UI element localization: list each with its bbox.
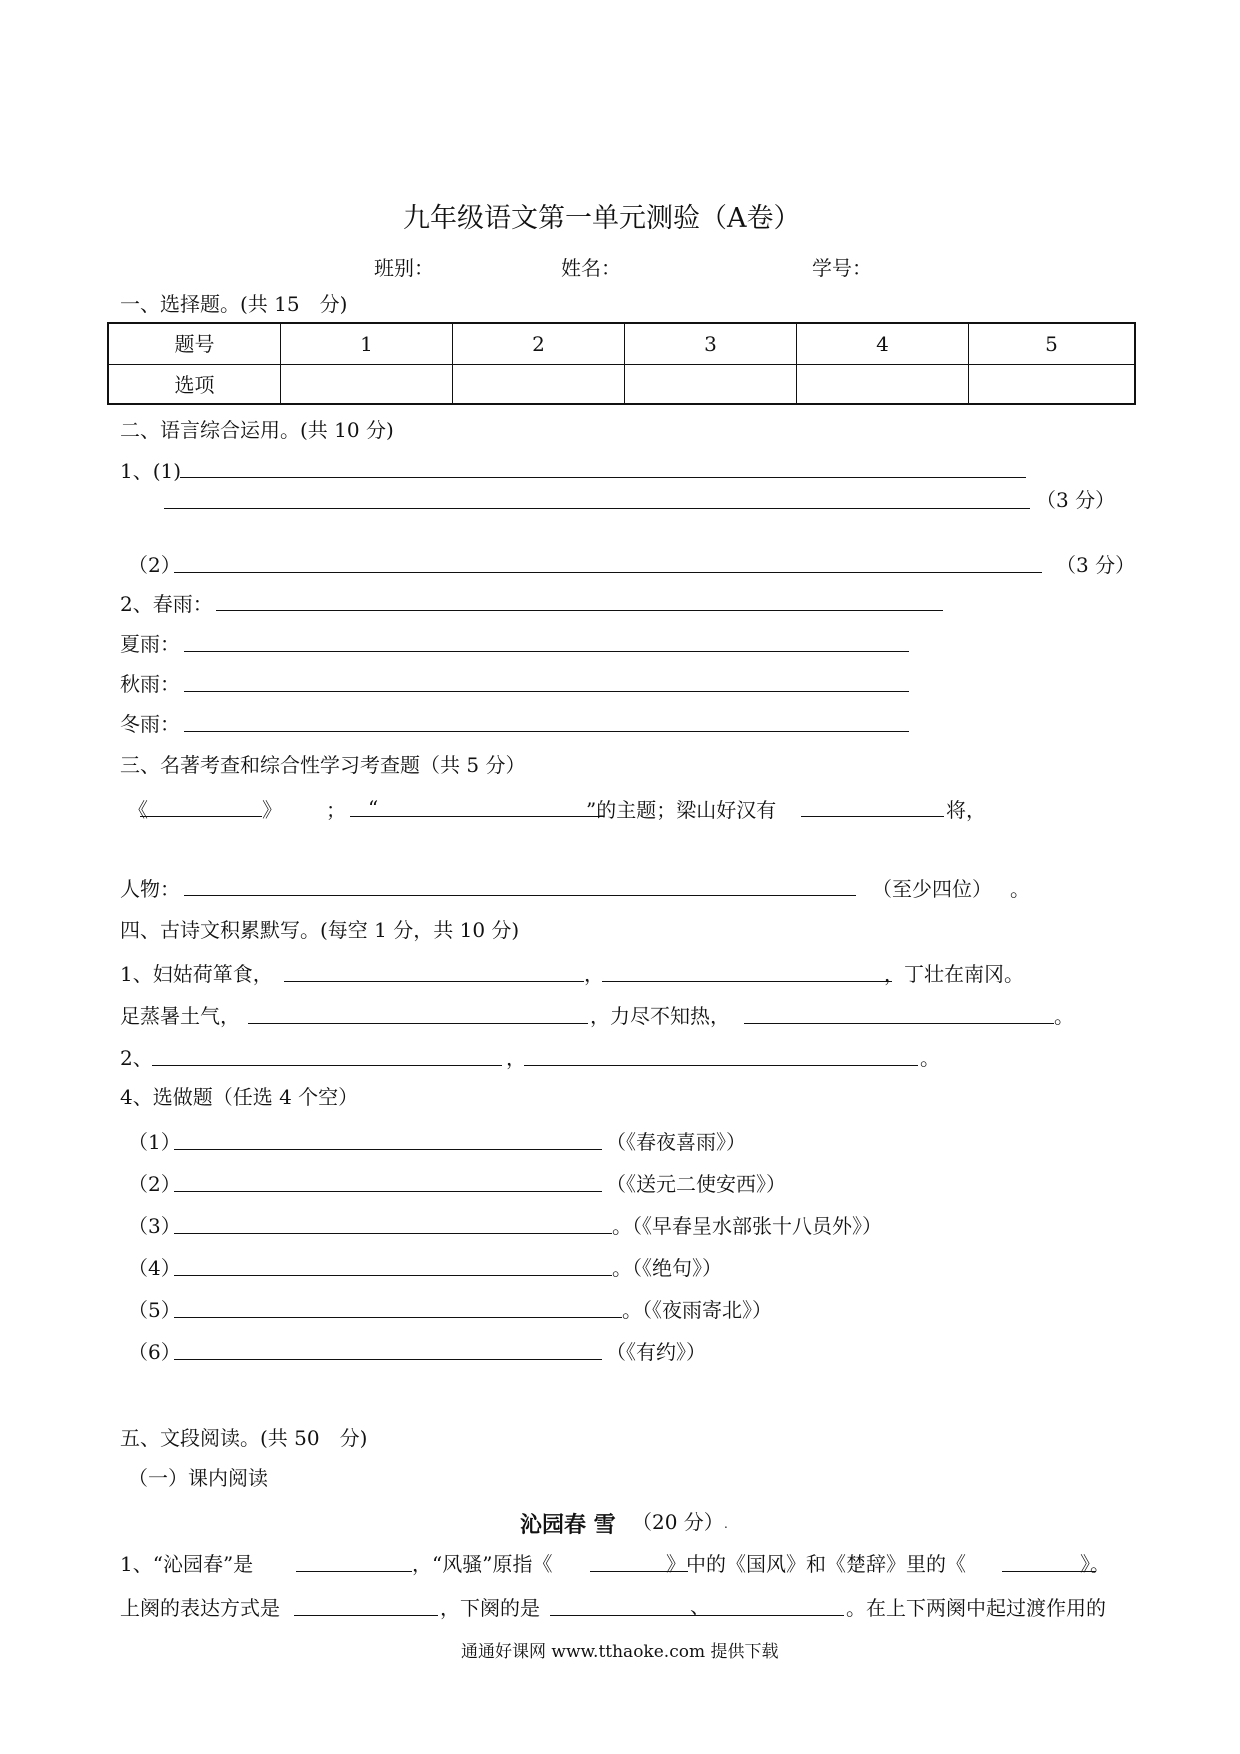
name-label: 姓名： [561,256,621,280]
answer-line[interactable] [180,477,1026,478]
answer-line[interactable] [174,1233,612,1234]
theme-text: ”的主题；梁山好汉有 [586,798,777,822]
answer-line[interactable] [296,1571,412,1572]
section-2-heading: 二、语言综合运用。(共 10 分) [120,418,394,442]
answer-line[interactable] [152,1065,502,1066]
grid-number: 3 [625,324,797,365]
grid-header-label: 题号 [109,324,281,365]
class-label: 班别： [374,256,434,280]
choice-source: 。（《早春呈水部张十八员外》） [612,1214,882,1238]
answer-line[interactable] [174,1359,602,1360]
question-5-2a: 上阕的表达方式是 [120,1596,280,1620]
spring-rain-label: 2、春雨： [120,592,213,616]
grid-answer-cell[interactable] [281,365,453,403]
answer-line[interactable] [174,572,1042,573]
people-label: 人物： [120,877,180,901]
comma: ， [584,962,604,986]
comma: ， [506,1046,526,1070]
poem-score: （20 分） [632,1510,724,1534]
answer-line[interactable] [602,981,892,982]
poem-title: 沁园春 雪 [520,1513,616,1538]
question-5-2d: 。在上下两阕中起过渡作用的 [846,1596,1106,1620]
question-5-1c: 》中的《国风》和《楚辞》里的《 [666,1552,966,1576]
grid-number: 4 [797,324,969,365]
score-note: （3 分） [1036,488,1116,512]
choice-number: （3） [128,1214,181,1238]
autumn-rain-label: 秋雨： [120,672,180,696]
grid-number: 5 [969,324,1134,365]
page-title: 九年级语文第一单元测验（A卷） [403,203,801,234]
choice-number: （6） [128,1340,181,1364]
section-3-heading: 三、名著考查和综合性学习考查题（共 5 分） [120,753,526,777]
period: 。 [1054,1004,1074,1028]
answer-line[interactable] [801,816,944,817]
semicolon: ； [326,798,346,822]
choice-number: （4） [128,1256,181,1280]
quote-open: “ [368,796,379,820]
question-5-1b: ，“风骚”原指《 [412,1552,553,1576]
least-four-note: （至少四位） [872,877,992,901]
student-id-label: 学号： [812,256,872,280]
answer-line[interactable] [184,895,856,896]
answer-line[interactable] [174,1317,622,1318]
answer-line[interactable] [174,1149,602,1150]
answer-line[interactable] [216,610,943,611]
choice-source: （《春夜喜雨》） [606,1130,746,1154]
period: 。 [1010,877,1030,901]
book-bracket-close: 》 [262,798,282,822]
answer-line[interactable] [140,816,262,817]
answer-line[interactable] [174,1191,602,1192]
choice-source: 。（《绝句》） [612,1256,722,1280]
answer-line[interactable] [744,1023,1054,1024]
grid-answer-cell[interactable] [797,365,969,403]
grid-answer-cell[interactable] [969,365,1134,403]
answer-line[interactable] [248,1023,588,1024]
answer-line[interactable] [164,508,1030,509]
answer-line[interactable] [184,731,909,732]
answer-line[interactable] [284,981,584,982]
section-5-heading: 五、文段阅读。(共 50 分) [120,1426,368,1450]
answer-line[interactable] [174,1275,612,1276]
grid-answer-cell[interactable] [453,365,625,403]
question-5-1d: 》。 [1080,1552,1110,1576]
poem-line-2b: ，力尽不知热， [590,1004,730,1028]
section-1-heading: 一、选择题。(共 15 分) [120,292,348,316]
question-4-2-label: 2、 [120,1046,153,1070]
poem-line-1c: ，丁壮在南冈。 [884,962,1024,986]
answer-line[interactable] [184,651,909,652]
choice-number: （2） [128,1172,181,1196]
answer-line[interactable] [294,1615,438,1616]
choice-number: （5） [128,1298,181,1322]
answer-line[interactable] [184,691,909,692]
answer-grid [107,322,1136,405]
grid-answer-cell[interactable] [625,365,797,403]
summer-rain-label: 夏雨： [120,632,180,656]
choice-source: 。（《夜雨寄北》） [622,1298,772,1322]
choice-number: （1） [128,1130,181,1154]
choose-heading: 4、选做题（任选 4 个空） [120,1085,359,1109]
book-bracket-open: 《 [128,798,148,822]
winter-rain-label: 冬雨： [120,712,180,736]
poem-line-2a: 足蒸暑土气， [120,1004,240,1028]
choice-source: （《送元二使安西》） [606,1172,786,1196]
answer-line[interactable] [350,816,604,817]
stray-dot: . [724,1517,728,1531]
subsection-heading: （一）课内阅读 [128,1466,268,1490]
question-5-2b: ，下阕的是 [440,1596,540,1620]
question-2-1-1-label: 1、(1) [120,459,182,483]
answer-line[interactable] [524,1065,918,1066]
grid-number: 1 [281,324,453,365]
poem-line-1a: 1、妇姑荷箪食， [120,962,273,986]
grid-number: 2 [453,324,625,365]
section-4-heading: 四、古诗文积累默写。(每空 1 分，共 10 分) [120,918,520,942]
question-2-1-2-label: （2） [128,553,181,577]
general-text: 将， [946,798,986,822]
grid-answer-label: 选项 [109,365,281,403]
score-note: （3 分） [1056,553,1136,577]
choice-source: （《有约》） [606,1340,706,1364]
question-5-1a: 1、“沁园春”是 [120,1552,254,1576]
period: 。 [920,1046,940,1070]
footer-credit: 通通好课网 www.tthaoke.com 提供下载 [461,1642,779,1662]
enum-comma: 、 [690,1594,710,1618]
